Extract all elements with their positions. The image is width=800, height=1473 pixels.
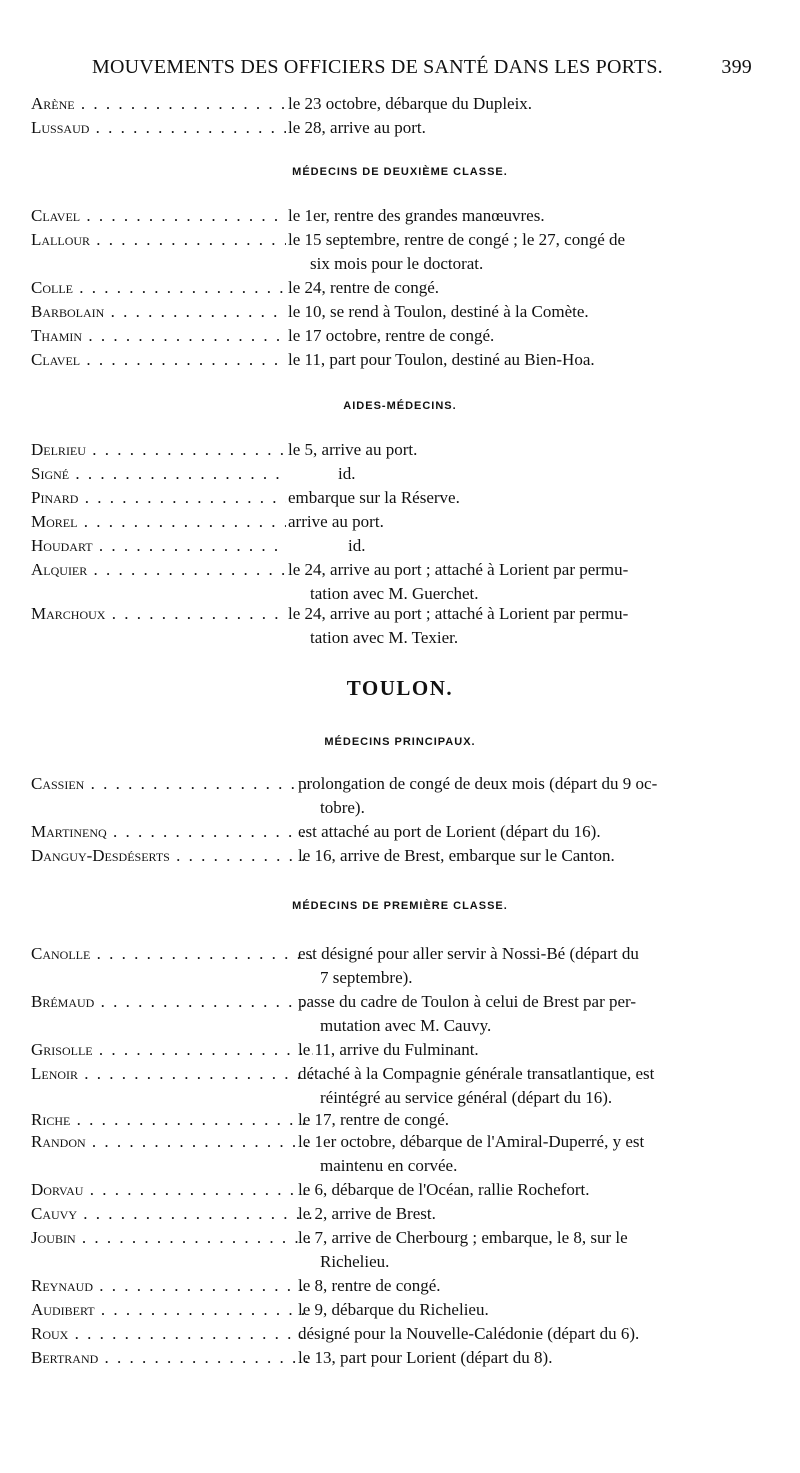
entry-text: le 5, arrive au port. <box>288 440 418 459</box>
entry-text: id. <box>348 536 366 555</box>
officer-name: Randon . . . <box>31 1130 313 1154</box>
section-heading: MÉDECINS DE DEUXIÈME CLASSE. <box>292 166 508 178</box>
officer-name: Arène . . . <box>31 92 286 116</box>
officer-name: Roux . . . <box>31 1322 313 1346</box>
section-heading: AIDES-MÉDECINS. <box>343 400 457 412</box>
officer-name: Pinard . . . <box>31 486 286 510</box>
entry-text: le 24, rentre de congé. <box>288 278 440 297</box>
officer-name: Alquier . . . <box>31 558 286 582</box>
entry-text: désigné pour la Nouvelle-Calédonie (départ du 6). <box>298 1324 640 1343</box>
entry-text: est attaché au port de Lorient (départ du 16). <box>298 822 601 841</box>
entry-text: le 10, se rend à Toulon, destiné à la Comète. <box>288 302 589 321</box>
entry-text: passe du cadre de Toulon à celui de Brest par per- mutation avec M. Cauvy. <box>298 992 637 1035</box>
entry-text: le 17 octobre, rentre de congé. <box>288 326 495 345</box>
entry-text: le 1er octobre, débarque de l'Amiral-Duperré, y est maintenu en corvée. <box>298 1132 645 1175</box>
officer-name: Danguy-Desdéserts . . . <box>31 844 313 868</box>
entry-text: le 9, débarque du Richelieu. <box>298 1300 489 1319</box>
entry-text: le 13, part pour Lorient (départ du 8). <box>298 1348 553 1367</box>
officer-name: Colle . . . <box>31 276 286 300</box>
officer-name: Signé . . . <box>31 462 286 486</box>
officer-name: Lallour . . . <box>31 228 286 252</box>
entry-text: le 24, arrive au port ; attaché à Lorient par permu- tation avec M. Guerchet. <box>288 560 629 603</box>
entry-text: le 23 octobre, débarque du Dupleix. <box>288 94 533 113</box>
entry-text: prolongation de congé de deux mois (départ du 9 oc- tobre). <box>298 774 658 817</box>
header-title: MOUVEMENTS DES OFFICIERS DE SANTÉ DANS LES PORTS. <box>92 56 663 78</box>
officer-name: Marchoux . . . <box>31 602 286 626</box>
entry-text: le 17, rentre de congé. <box>298 1110 450 1129</box>
officer-name: Dorvau . . . <box>31 1178 313 1202</box>
officer-name: Lussaud . . . <box>31 116 286 140</box>
officer-name: Thamin . . . <box>31 324 286 348</box>
officer-name: Riche . . . <box>31 1108 313 1132</box>
entry-text: le 2, arrive de Brest. <box>298 1204 436 1223</box>
entry-text: le 11, arrive du Fulminant. <box>298 1040 479 1059</box>
officer-name: Bertrand . . . <box>31 1346 313 1370</box>
officer-name: Grisolle . . . <box>31 1038 313 1062</box>
officer-name: Canolle . . . <box>31 942 313 966</box>
running-header <box>92 56 752 79</box>
entry-text: le 11, part pour Toulon, destiné au Bien-Hoa. <box>288 350 595 369</box>
entry-text: le 6, débarque de l'Océan, rallie Rochefort. <box>298 1180 590 1199</box>
entry-text: le 15 septembre, rentre de congé ; le 27, congé de six mois pour le doctorat. <box>288 230 626 273</box>
officer-name: Brémaud . . . <box>31 990 313 1014</box>
section-heading: MÉDECINS DE PREMIÈRE CLASSE. <box>292 900 508 912</box>
entry-text: est désigné pour aller servir à Nossi-Bé (départ du 7 septembre). <box>298 944 639 987</box>
entry-text: le 16, arrive de Brest, embarque sur le Canton. <box>298 846 615 865</box>
officer-name: Reynaud . . . <box>31 1274 313 1298</box>
officer-name: Morel . . . <box>31 510 286 534</box>
officer-name: Lenoir . . . <box>31 1062 313 1086</box>
officer-name: Houdart . . . <box>31 534 286 558</box>
officer-name: Martinenq . . . <box>31 820 313 844</box>
entry-text: le 8, rentre de congé. <box>298 1276 441 1295</box>
officer-name: Audibert . . . <box>31 1298 313 1322</box>
entry-text: arrive au port. <box>288 512 384 531</box>
port-heading: TOULON. <box>346 676 454 700</box>
entry-text: détaché à la Compagnie générale transatlantique, est réintégré au service général (départ du 16). <box>298 1064 655 1107</box>
page-number: 399 <box>721 56 752 78</box>
officer-name: Cassien . . . <box>31 772 313 796</box>
entry-text: le 1er, rentre des grandes manœuvres. <box>288 206 545 225</box>
officer-name: Joubin . . . <box>31 1226 313 1250</box>
entry-text: le 7, arrive de Cherbourg ; embarque, le 8, sur le Richelieu. <box>298 1228 628 1271</box>
officer-name: Clavel . . . <box>31 348 286 372</box>
entry-text: embarque sur la Réserve. <box>288 488 460 507</box>
entry-text: le 24, arrive au port ; attaché à Lorient par permu- tation avec M. Texier. <box>288 604 629 647</box>
section-heading: MÉDECINS PRINCIPAUX. <box>324 736 476 748</box>
officer-name: Barbolain . . . <box>31 300 286 324</box>
entry-text: le 28, arrive au port. <box>288 118 426 137</box>
officer-name: Cauvy . . . <box>31 1202 313 1226</box>
officer-name: Delrieu . . . <box>31 438 286 462</box>
entry-text: id. <box>338 464 356 483</box>
officer-name: Clavel . . . <box>31 204 286 228</box>
